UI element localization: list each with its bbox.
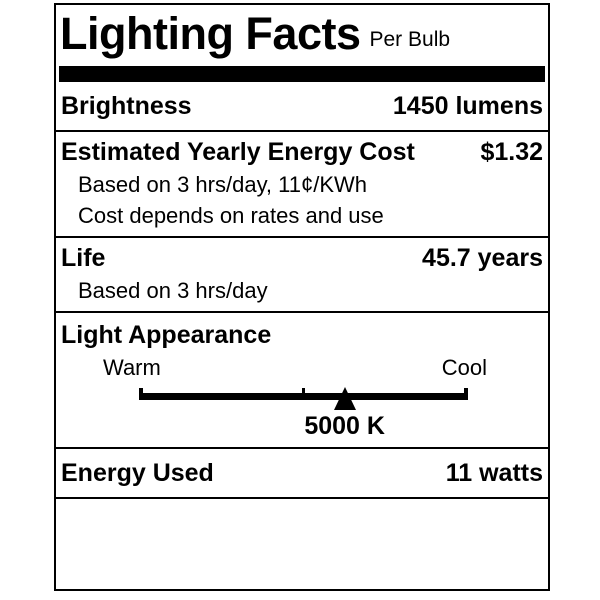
lighting-facts-label (54, 3, 550, 591)
scale-bar-area (139, 350, 468, 447)
energy-cost-note-disclaimer: Cost depends on rates and use (78, 202, 384, 228)
light-appearance-label: Light Appearance (61, 321, 272, 350)
brightness-row (56, 82, 548, 132)
marker-triangle-icon (334, 387, 356, 410)
brightness-value: 1450 lumens (392, 92, 543, 120)
life-label: Life (61, 244, 106, 273)
energy-cost-section (56, 132, 548, 239)
life-row (61, 244, 543, 273)
energy-cost-note-basis: Based on 3 hrs/day, 11¢/KWh (78, 171, 368, 197)
light-appearance-section (56, 313, 548, 449)
scale-right-end-tick (464, 388, 468, 400)
energy-cost-label: Estimated Yearly Energy Cost (61, 137, 415, 166)
label-title: Lighting Facts (60, 8, 361, 59)
scale-left-end-tick (139, 388, 143, 400)
energy-cost-value: $1.32 (480, 137, 543, 166)
energy-used-value: 11 watts (445, 459, 543, 488)
color-temperature-scale (56, 350, 548, 447)
scale-warm-label: Warm (103, 355, 161, 381)
life-note-basis: Based on 3 hrs/day (78, 278, 268, 304)
header-divider-bar (59, 66, 545, 82)
brightness-label: Brightness (61, 92, 192, 120)
scale-cool-label: Cool (441, 355, 487, 381)
life-section (56, 238, 548, 313)
light-appearance-heading-row (56, 321, 548, 350)
scale-midpoint-tick (302, 388, 305, 400)
energy-used-label: Energy Used (61, 459, 214, 488)
life-value: 45.7 years (422, 244, 543, 273)
energy-cost-row (61, 138, 543, 167)
color-temperature-value: 5000 K (304, 412, 385, 441)
energy-used-row (56, 449, 548, 499)
label-header (60, 8, 544, 59)
label-subtitle: Per Bulb (369, 28, 451, 51)
